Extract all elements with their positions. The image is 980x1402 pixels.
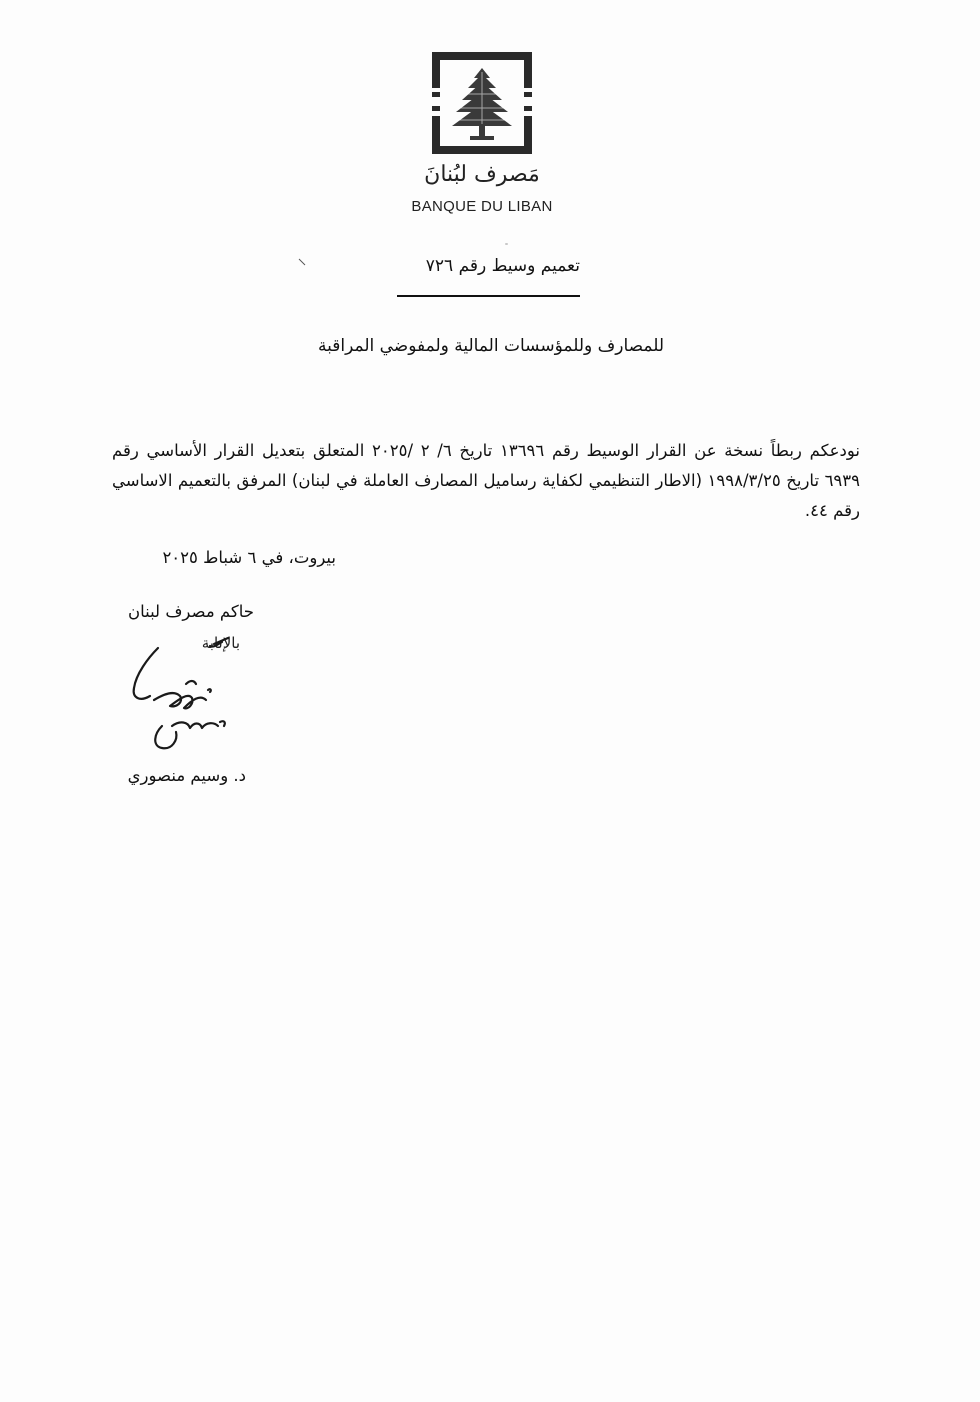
on-behalf-note: بالإنابة — [201, 634, 240, 652]
cedar-tree-emblem-icon — [430, 50, 534, 156]
title-underline — [397, 295, 580, 297]
brand-arabic-name: مَصرف لبُنانَ — [424, 162, 540, 187]
circular-title: تعميم وسيط رقم ٧٢٦ — [425, 256, 580, 276]
scan-speck — [505, 243, 508, 245]
scan-stray-mark — [298, 258, 306, 266]
place-and-date: بيروت، في ٦ شباط ٢٠٢٥ — [162, 548, 336, 567]
letter-body: نودعكم ربطاً نسخة عن القرار الوسيط رقم ١٣٦٩٦ تاريخ ٦/ ٢ /٢٠٢٥ المتعلق بتعديل القرار الأساسي رقم ٦٩٣٩ تاريخ ١٩٩٨/٣/٢٥ (الاطار التنظيمي لكفاية رساميل المصارف العاملة في لبنان) المرفق بالتعميم الاساسي رقم ٤٤. — [112, 441, 861, 520]
signer-name: د. وسيم منصوري — [127, 766, 246, 785]
brand-latin-name: BANQUE DU LIBAN — [411, 198, 553, 215]
recipients-line: للمصارف وللمؤسسات المالية ولمفوضي المراقبة — [318, 336, 664, 356]
handwritten-signature-icon — [118, 630, 248, 760]
governor-title: حاكم مصرف لبنان — [127, 602, 254, 621]
